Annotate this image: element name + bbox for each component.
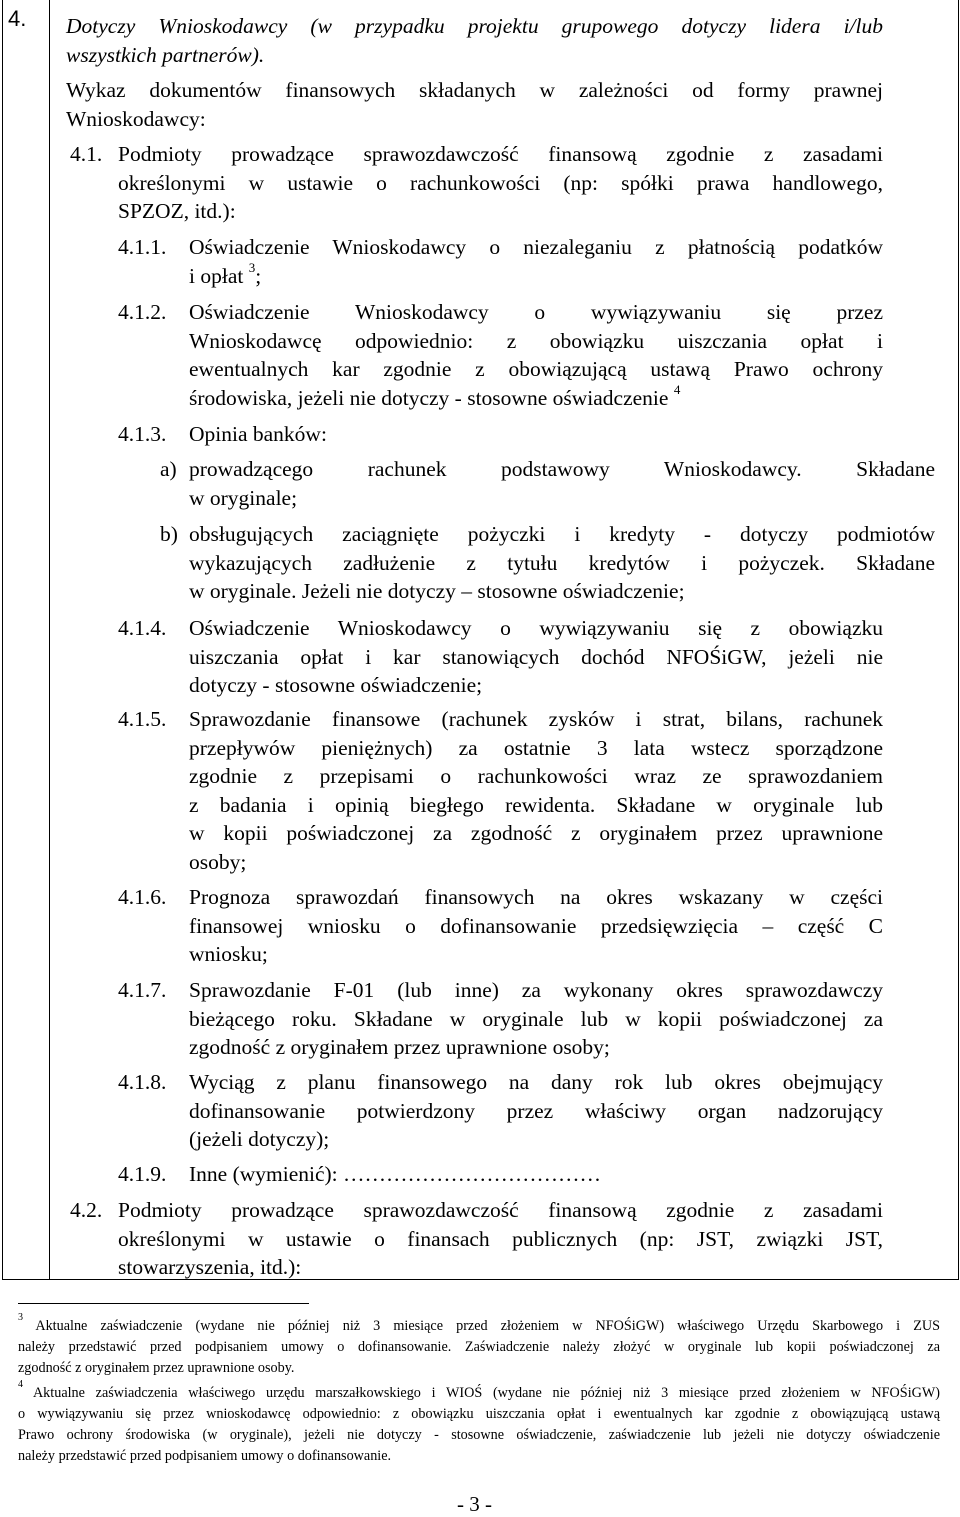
text-line: finansowej wniosku o dofinansowanie przedsięwzięcia – część C	[189, 913, 883, 938]
footnote-line: zgodność z oryginałem przez uprawnione osoby.	[18, 1360, 295, 1376]
section-4-2	[118, 1196, 883, 1282]
intro-line: Wykaz dokumentów finansowych składanych w zależności od formy prawnej	[66, 78, 883, 102]
item-4-1-4	[189, 614, 883, 700]
section-number: 4.2.	[70, 1198, 103, 1222]
text-line: stowarzyszenia, itd.):	[118, 1255, 302, 1279]
footnote-ref: 4	[673, 382, 681, 398]
item-4-1-9: Inne (wymienić): ………………………………	[189, 1162, 602, 1186]
text-line: Oświadczenie Wnioskodawcy o wywiązywaniu się z obowiązku	[189, 616, 883, 640]
footnote-line: Prawo ochrony środowiska (w oryginale), jeżeli nie dotyczy - stosowne oświadczenie, zaświadczenie lub jeżeli nie dotyczy oświadczenie	[18, 1427, 940, 1443]
footnote-line	[18, 1312, 940, 1337]
text-line: z badania i opinią biegłego rewidenta. Składane w oryginale lub	[189, 792, 883, 817]
footnote-line: należy przedstawić przed podpisaniem umowy o dofinansowanie. Zaświadczenie należy złożyć w oryginale lub kopii poświadczonej za	[18, 1339, 940, 1355]
item-number: 4.1.2.	[118, 300, 167, 324]
text-line	[189, 262, 883, 291]
text-line: określonymi w ustawie o rachunkowości (np: spółki prawa handlowego,	[118, 170, 883, 195]
text-part: środowiska, jeżeli nie dotyczy - stosowne oświadczenie	[189, 385, 669, 410]
text-line: w oryginale;	[189, 485, 298, 510]
section-4-1	[118, 140, 883, 226]
text-line: ewentualnych kar zgodnie z obowiązującą ustawą Prawo ochrony	[189, 357, 883, 381]
footnote-line: o wywiązywaniu się przez wnioskodawcę odpowiednio: z obowiązku uiszczania opłat i ewentualnych kar zgodnie z obowiązującą ustawą	[18, 1406, 940, 1422]
text-line: dofinansowanie potwierdzony przez właściwy organ nadzorujący	[189, 1098, 883, 1123]
footnote-3	[18, 1312, 940, 1379]
text-line: w oryginale. Jeżeli nie dotyczy – stosowne oświadczenie;	[189, 579, 685, 603]
intro-line: wszystkich partnerów).	[66, 42, 265, 67]
item-number: 4.1.1.	[118, 235, 167, 259]
text-part: i opłat	[189, 263, 244, 288]
item-4-1-3-b	[189, 520, 935, 606]
text-line: Sprawozdanie F-01 (lub inne) za wykonany okres sprawozdawczy	[189, 978, 883, 1002]
item-number: 4.1.9.	[118, 1162, 167, 1186]
intro-line: Wnioskodawcy:	[66, 106, 206, 131]
text-line: zgodnie z przepisami o rachunkowości wraz ze sprawozdaniem	[189, 764, 883, 788]
item-number: 4.1.8.	[118, 1070, 167, 1094]
text-part: Aktualne zaświadczenia właściwego urzędu marszałkowskiego i WIOŚ (wydane nie później niż 3 miesiące przed złożeniem w NFOŚiGW)	[32, 1385, 941, 1401]
item-4-1-8	[189, 1068, 883, 1154]
item-4-1-6	[189, 883, 883, 969]
item-number: 4.1.4.	[118, 616, 167, 640]
item-4-1-2	[189, 298, 883, 412]
row-number: 4.	[8, 6, 27, 31]
text-line: wniosku;	[189, 942, 268, 966]
text-line: Podmioty prowadzące sprawozdawczość finansową zgodnie z zasadami	[118, 1198, 883, 1222]
intro-italic	[66, 12, 883, 69]
text-line: Oświadczenie Wnioskodawcy o niezaleganiu z płatnością podatków	[189, 235, 883, 259]
list-mark: b)	[160, 522, 178, 546]
text-line: osoby;	[189, 849, 247, 874]
intro-line: Dotyczy Wnioskodawcy (w przypadku projektu grupowego dotyczy lidera i/lub	[66, 14, 883, 38]
page-number: - 3 -	[457, 1492, 492, 1516]
item-number: 4.1.5.	[118, 707, 167, 731]
item-4-1-7	[189, 976, 883, 1062]
text-part: Aktualne zaświadczenie (wydane nie później niż 3 miesiące przed złożeniem w NFOŚiGW) właściwego Urzędu Skarbowego i ZUS	[35, 1318, 940, 1334]
text-line: Podmioty prowadzące sprawozdawczość finansową zgodnie z zasadami	[118, 142, 883, 166]
item-number: 4.1.7.	[118, 978, 167, 1002]
text-line: Sprawozdanie finansowe (rachunek zysków i strat, bilans, rachunek	[189, 707, 883, 731]
text-line	[189, 384, 883, 413]
text-line: zgodność z oryginałem przez uprawnione osoby;	[189, 1035, 610, 1059]
text-line: wykazujących zadłużenie z tytułu kredytów i pożyczek. Składane	[189, 550, 935, 575]
item-4-1-3-a	[189, 455, 935, 512]
item-4-1-1	[189, 233, 883, 290]
column-divider	[49, 0, 50, 1280]
item-number: 4.1.6.	[118, 885, 167, 909]
item-4-1-3-title: Opinia banków:	[189, 422, 327, 446]
footnote-mark: 3	[18, 1312, 23, 1324]
text-line: Wyciąg z planu finansowego na dany rok lub okres obejmujący	[189, 1070, 883, 1094]
footnote-line	[18, 1379, 941, 1404]
footnote-4	[18, 1379, 941, 1467]
text-line: w kopii poświadczonej za zgodność z oryginałem przez uprawnione	[189, 821, 883, 845]
list-mark: a)	[160, 457, 177, 481]
text-line: (jeżeli dotyczy);	[189, 1127, 330, 1151]
text-line: Oświadczenie Wnioskodawcy o wywiązywaniu się przez	[189, 300, 883, 324]
text-line: prowadzącego rachunek podstawowy Wnioskodawcy. Składane	[189, 457, 935, 481]
text-line: przepływów pieniężnych) za ostatnie 3 lata wstecz sporządzone	[189, 735, 883, 760]
text-part: ;	[255, 263, 262, 288]
section-number: 4.1.	[70, 142, 103, 166]
footnote-line: należy przedstawić przed podpisaniem umowy o dofinansowanie.	[18, 1448, 392, 1464]
text-line: bieżącego roku. Składane w oryginale lub w kopii poświadczonej za	[189, 1006, 883, 1031]
text-line: obsługujących zaciągnięte pożyczki i kredyty - dotyczy podmiotów	[189, 522, 935, 546]
footnote-mark: 4	[18, 1379, 23, 1391]
text-line: uiszczania opłat i kar stanowiących dochód NFOŚiGW, jeżeli nie	[189, 644, 883, 669]
text-line: Prognoza sprawozdań finansowych na okres wskazany w części	[189, 885, 883, 909]
footnote-separator	[18, 1303, 309, 1304]
text-line: Wnioskodawcę odpowiednio: z obowiązku uiszczania opłat i	[189, 328, 883, 353]
footnote-ref: 3	[248, 260, 256, 276]
text-line: SPZOZ, itd.):	[118, 199, 236, 223]
intro-text	[66, 76, 883, 133]
item-number: 4.1.3.	[118, 422, 167, 446]
text-line: określonymi w ustawie o finansach publicznych (np: JST, związki JST,	[118, 1226, 883, 1251]
item-4-1-5	[189, 705, 883, 876]
text-line: dotyczy - stosowne oświadczenie;	[189, 673, 483, 697]
